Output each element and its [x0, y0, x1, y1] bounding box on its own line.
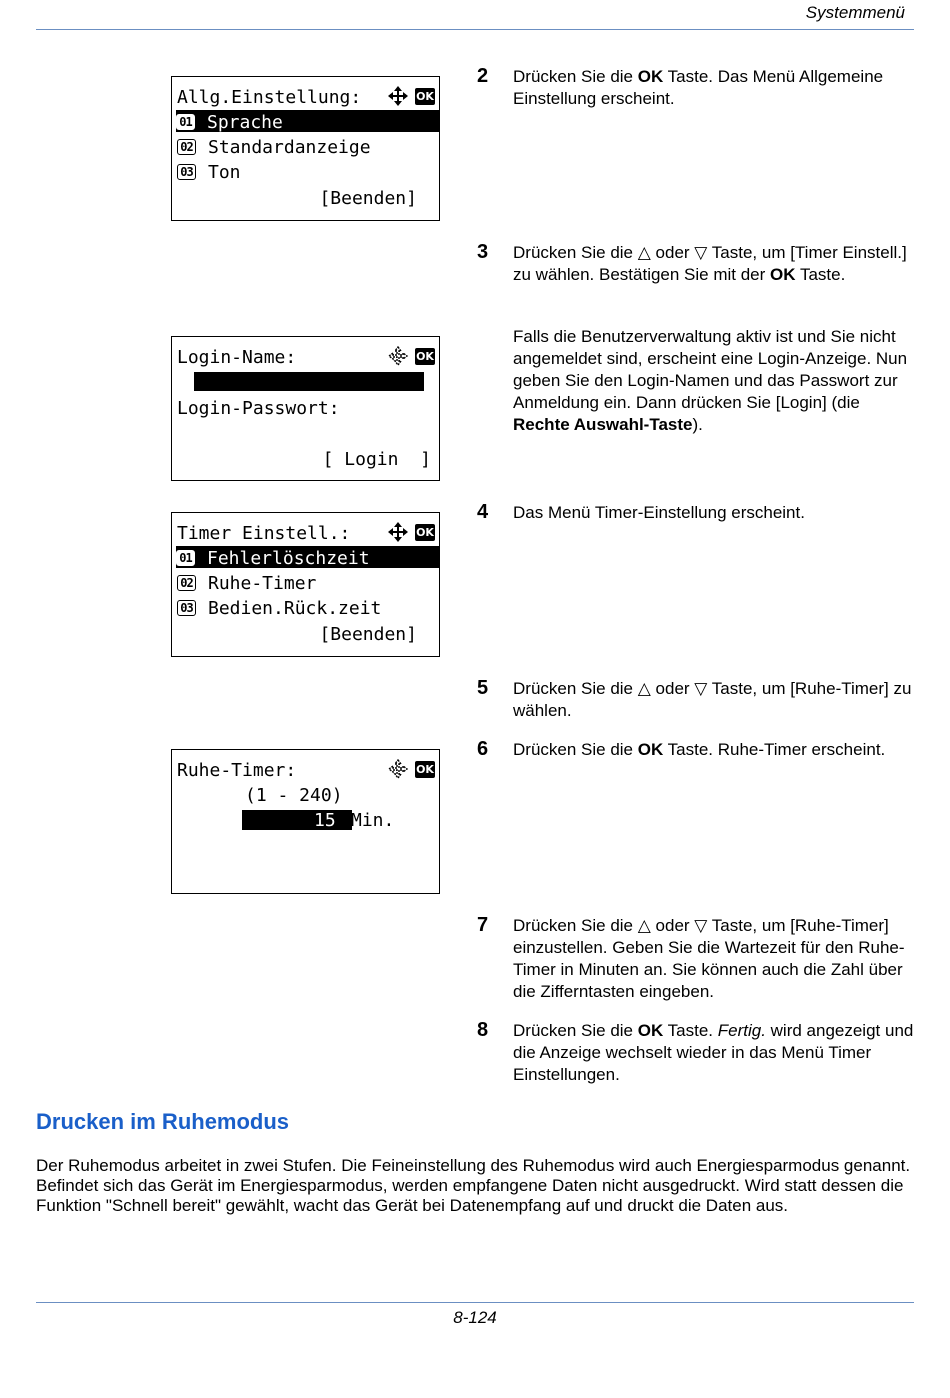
- up-arrow-icon: △: [637, 916, 651, 935]
- footer-rule: [36, 1302, 914, 1303]
- ok-icon: OK: [416, 762, 434, 776]
- lcd-timer-einstellung: [171, 512, 440, 657]
- step-5: [477, 678, 917, 722]
- section-title: Drucken im Ruhemodus: [36, 1109, 290, 1134]
- ok-icon: OK: [416, 525, 434, 539]
- step-text: Drücken Sie die OK Taste. Ruhe-Timer erscheint.: [513, 740, 886, 759]
- lcd-title: Ruhe-Timer:: [177, 760, 297, 781]
- lcd-icons: [387, 345, 435, 367]
- step-number: 5: [477, 677, 489, 699]
- lcd-title: Allg.Einstellung:: [177, 87, 362, 108]
- lcd-action-label: [ Login ]: [322, 449, 431, 470]
- step-text: Das Menü Timer-Einstellung erscheint.: [513, 503, 805, 522]
- timer-value: 15: [314, 810, 336, 831]
- lcd-menu-item-selected: [176, 110, 439, 132]
- step-number: 7: [477, 914, 489, 936]
- lcd-menu-item: [177, 160, 439, 182]
- cross-cursor-icon: [387, 521, 409, 543]
- lcd-menu-item: [177, 571, 439, 593]
- step-text: Drücken Sie die △ oder ▽ Taste, um [Ruhe-Timer] zu wählen.: [513, 679, 912, 720]
- lcd-range: (1 - 240): [245, 785, 343, 806]
- lcd-login-password-label: Login-Passwort:: [177, 398, 340, 419]
- step-8: [477, 1020, 917, 1086]
- item-number-badge: 02: [177, 139, 196, 155]
- login-note: Falls die Benutzerverwaltung aktiv ist und Sie nicht angemeldet sind, erscheint eine Login-Anzeige. Nun geben Sie den Login-Namen und das Passwort zur Anmeldung ein. Dann drücken Sie [Login] (die Rechte Auswahl-Taste).: [513, 327, 908, 434]
- step-3: [477, 242, 917, 286]
- item-number-badge: 01: [176, 550, 195, 566]
- lcd-icons: [387, 85, 435, 107]
- step-text: Drücken Sie die △ oder ▽ Taste, um [Timer Einstell.] zu wählen. Bestätigen Sie mit der OK Taste.: [513, 243, 907, 284]
- step-number: 3: [477, 241, 489, 263]
- step-text: Drücken Sie die △ oder ▽ Taste, um [Ruhe-Timer] einzustellen. Geben Sie die Wartezeit für den Ruhe-Timer in Minuten an. Sie können auch die Zahl über die Zifferntasten eingeben.: [513, 916, 905, 1001]
- login-name-input: [194, 372, 424, 391]
- lcd-menu-item-selected: [176, 546, 439, 568]
- item-number-badge: 01: [176, 114, 195, 130]
- lcd-login-name-label: Login-Name:: [177, 347, 297, 368]
- item-label: Ton: [208, 162, 241, 183]
- item-label: Ruhe-Timer: [208, 573, 317, 594]
- step-number: 2: [477, 65, 489, 87]
- step-7: [477, 915, 917, 1003]
- lcd-menu-item: [177, 135, 439, 157]
- lcd-ruhe-timer: [171, 749, 440, 894]
- step-text: Drücken Sie die OK Taste. Fertig. wird angezeigt und die Anzeige wechselt wieder in das Menü Timer Einstellungen.: [513, 1021, 914, 1084]
- step-number: 4: [477, 501, 489, 523]
- lcd-icons: [387, 521, 435, 543]
- item-number-badge: 02: [177, 575, 196, 591]
- step-2: [477, 66, 917, 110]
- item-label: Standardanzeige: [208, 137, 371, 158]
- ok-icon: OK: [416, 89, 434, 103]
- up-arrow-icon: △: [637, 679, 651, 698]
- running-header: Systemmenü: [805, 3, 905, 22]
- timer-unit: Min.: [351, 810, 395, 831]
- step-4: [477, 502, 917, 524]
- cross-cursor-icon: [387, 345, 409, 367]
- item-number-badge: 03: [177, 164, 196, 180]
- page-number: 8-124: [453, 1308, 497, 1327]
- item-number-badge: 03: [177, 600, 196, 616]
- lcd-title: Timer Einstell.:: [177, 523, 351, 544]
- ok-icon: OK: [416, 349, 434, 363]
- item-label: Fehlerlöschzeit: [207, 548, 370, 569]
- cross-cursor-icon: [387, 758, 409, 780]
- item-label: Bedien.Rück.zeit: [208, 598, 382, 619]
- lcd-login: [171, 336, 440, 481]
- lcd-action-label: [Beenden]: [319, 624, 417, 645]
- lcd-allg-einstellung: [171, 76, 440, 221]
- down-arrow-icon: ▽: [694, 679, 708, 698]
- step-6: [477, 739, 917, 761]
- up-arrow-icon: △: [637, 243, 651, 262]
- step-number: 6: [477, 738, 489, 760]
- item-label: Sprache: [207, 112, 283, 133]
- lcd-icons: [387, 758, 435, 780]
- step-number: 8: [477, 1019, 489, 1041]
- lcd-menu-item: [177, 596, 439, 618]
- section-paragraph: Der Ruhemodus arbeitet in zwei Stufen. Die Feineinstellung des Ruhemodus wird auch Energiesparmodus genannt. Befindet sich das Gerät im Energiesparmodus, werden empfangene Daten nicht ausgedruckt. Wird statt dessen die Funktion "Schnell bereit" gewählt, wacht das Gerät bei Datenempfang auf und druckt die Daten aus.: [36, 1156, 911, 1215]
- step-text: Drücken Sie die OK Taste. Das Menü Allgemeine Einstellung erscheint.: [513, 67, 884, 108]
- down-arrow-icon: ▽: [694, 916, 708, 935]
- cross-cursor-icon: [387, 85, 409, 107]
- lcd-action-label: [Beenden]: [319, 188, 417, 209]
- header-rule: [36, 29, 914, 30]
- down-arrow-icon: ▽: [694, 243, 708, 262]
